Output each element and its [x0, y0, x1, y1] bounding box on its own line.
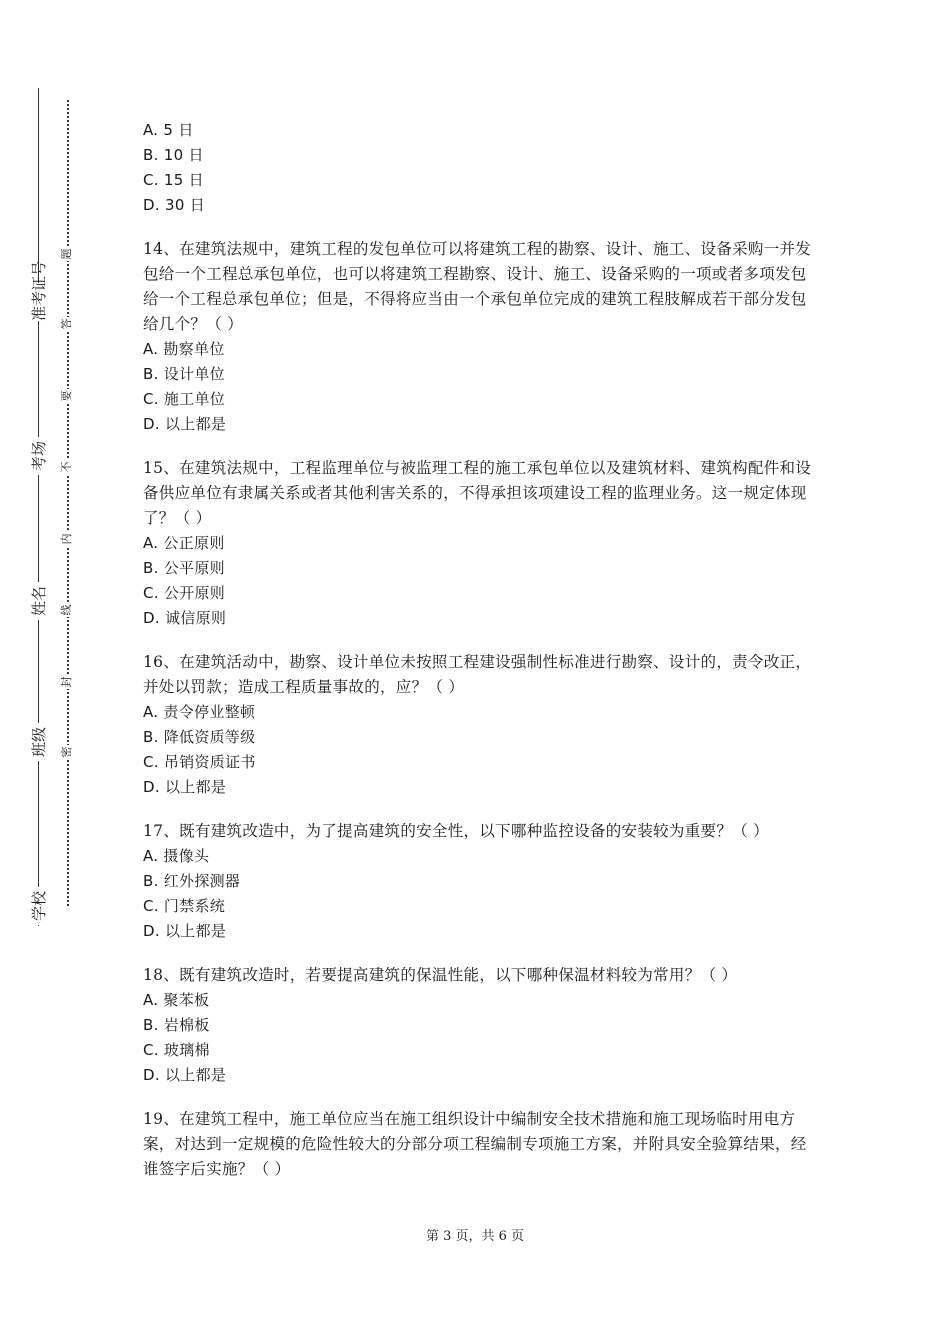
- option-item: B. 公平原则: [143, 559, 225, 577]
- class-label: 班级: [31, 723, 47, 761]
- question-text: 15、在建筑法规中，工程监理单位与被监理工程的施工承包单位以及建筑材料、建筑构配件和设备供应单位有隶属关系或者其他利害关系的，不得承担该项建设工程的监理业务。这一规定体现了？（ ）: [143, 459, 812, 527]
- continuation-options: [143, 118, 813, 218]
- option-item: C. 15 日: [143, 171, 204, 189]
- option-item: D. 30 日: [143, 196, 206, 214]
- question-16: [143, 650, 813, 800]
- option-item: A. 公正原则: [143, 534, 225, 552]
- option-item: D. 以上都是: [143, 778, 227, 796]
- exam-number-label: 准考证号: [30, 260, 48, 321]
- question-text: 18、既有建筑改造时，若要提高建筑的保温性能，以下哪种保温材料较为常用？（ ）: [143, 966, 738, 984]
- seal-char: 内: [60, 533, 73, 545]
- seal-char: 线: [60, 604, 73, 616]
- option-item: D. 诚信原则: [143, 609, 227, 627]
- question-18: [143, 963, 813, 1088]
- binding-solid-line: [38, 88, 39, 926]
- option-item: D. 以上都是: [143, 1066, 227, 1084]
- option-item: D. 以上都是: [143, 922, 227, 940]
- binding-dotted-line: [67, 100, 69, 906]
- option-item: A. 勘察单位: [143, 340, 225, 358]
- option-item: B. 设计单位: [143, 365, 225, 383]
- page-footer: 第 3 页，共 6 页: [425, 1229, 525, 1244]
- binding-margin: [0, 0, 120, 1344]
- school-label: 学校: [31, 887, 47, 925]
- exam-room-label: 考场: [31, 437, 47, 475]
- seal-char: 密: [60, 746, 73, 758]
- option-item: C. 吊销资质证书: [143, 753, 256, 771]
- seal-char: 要: [60, 390, 73, 402]
- option-item: A. 5 日: [143, 121, 194, 139]
- option-item: A. 摄像头: [143, 847, 210, 865]
- option-item: C. 门禁系统: [143, 897, 226, 915]
- question-text: 17、既有建筑改造中，为了提高建筑的安全性，以下哪种监控设备的安装较为重要？（ ）: [143, 822, 769, 840]
- option-item: C. 玻璃棉: [143, 1041, 210, 1059]
- question-text: 19、在建筑工程中，施工单位应当在施工组织设计中编制安全技术措施和施工现场临时用电方案，对达到一定规模的危险性较大的分部分项工程编制专项施工方案，并附具安全验算结果，经谁签字后实施？（ ）: [143, 1110, 807, 1178]
- question-text: 14、在建筑法规中，建筑工程的发包单位可以将建筑工程的勘察、设计、施工、设备采购一并发包给一个工程总承包单位，也可以将建筑工程勘察、设计、施工、设备采购的一项或者多项发包给一个工程总承包单位；但是，不得将应当由一个承包单位完成的建筑工程肢解成若干部分发包给几个？（ ）: [143, 240, 812, 333]
- option-item: B. 岩棉板: [143, 1016, 210, 1034]
- question-text: 16、在建筑活动中，勘察、设计单位未按照工程建设强制性标准进行勘察、设计的，责令改正，并处以罚款；造成工程质量事故的，应？（ ）: [143, 653, 812, 696]
- option-item: A. 聚苯板: [143, 991, 210, 1009]
- option-item: C. 施工单位: [143, 390, 226, 408]
- option-item: B. 10 日: [143, 146, 204, 164]
- option-item: A. 责令停业整顿: [143, 703, 256, 721]
- seal-char: 封: [60, 676, 73, 688]
- option-item: B. 降低资质等级: [143, 728, 256, 746]
- question-15: [143, 456, 813, 631]
- seal-char: 题: [60, 248, 73, 260]
- question-content: [143, 118, 813, 1201]
- seal-char: 答: [60, 318, 73, 330]
- question-19: [143, 1107, 813, 1182]
- question-14: [143, 237, 813, 437]
- seal-char: 不: [60, 461, 73, 473]
- option-item: B. 红外探测器: [143, 872, 241, 890]
- option-item: C. 公开原则: [143, 584, 226, 602]
- name-label: 姓名: [31, 582, 47, 620]
- option-item: D. 以上都是: [143, 415, 227, 433]
- question-17: [143, 819, 813, 944]
